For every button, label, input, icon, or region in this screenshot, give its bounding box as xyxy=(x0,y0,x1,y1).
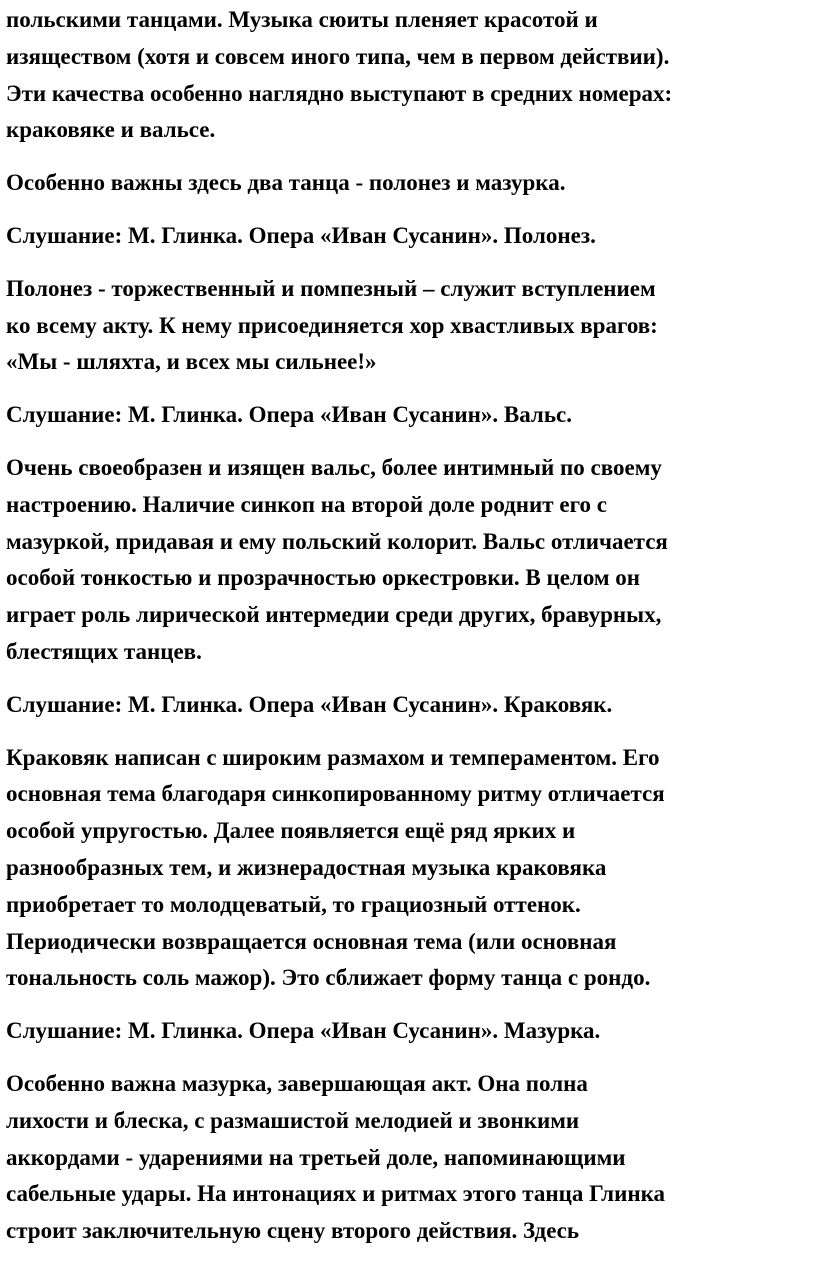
text-line: Особенно важна мазурка, завершающая акт. Она полна xyxy=(6,1070,588,1096)
text-line: тональность соль мажор). Это сближает форму танца с рондо. xyxy=(6,965,651,991)
text-line: Особенно важны здесь два танца - полонез и мазурка. xyxy=(6,170,566,196)
text-line: «Мы - шляхта, и всех мы сильнее!» xyxy=(6,349,377,375)
heading-listening-krakowiak xyxy=(6,687,808,724)
heading-listening-polonaise xyxy=(6,218,808,255)
text-line: аккордами - ударениями на третьей доле, напоминающими xyxy=(6,1144,626,1170)
text-line: Слушание: М. Глинка. Опера «Иван Сусанин». Мазурка. xyxy=(6,1018,601,1044)
text-line: ко всему акту. К нему присоединяется хор хвастливых врагов: xyxy=(6,312,658,338)
text-line: Слушание: М. Глинка. Опера «Иван Сусанин». Вальс. xyxy=(6,402,572,428)
heading-listening-mazurka xyxy=(6,1013,808,1050)
text-line: Слушание: М. Глинка. Опера «Иван Сусанин». Полонез. xyxy=(6,222,596,248)
text-line: краковяке и вальсе. xyxy=(6,117,216,143)
text-line: Периодически возвращается основная тема (или основная xyxy=(6,928,617,954)
text-line: играет роль лирической интермедии среди других, бравурных, xyxy=(6,602,662,628)
text-line: Слушание: М. Глинка. Опера «Иван Сусанин». Краковяк. xyxy=(6,691,613,717)
paragraph-two-dances xyxy=(6,165,808,202)
text-line: Эти качества особенно наглядно выступают в средних номерах: xyxy=(6,80,673,106)
text-line: лихости и блеска, с размашистой мелодией и звонкими xyxy=(6,1107,580,1133)
text-line: приобретает то молодцеватый, то грациозный оттенок. xyxy=(6,891,581,917)
text-line: сабельные удары. На интонациях и ритмах этого танца Глинка xyxy=(6,1181,665,1207)
paragraph-krakowiak xyxy=(6,740,808,998)
paragraph-waltz xyxy=(6,450,808,671)
text-line: основная тема благодаря синкопированному ритму отличается xyxy=(6,781,665,807)
text-line: настроению. Наличие синкоп на второй доле роднит его с xyxy=(6,491,607,517)
text-line: особой тонкостью и прозрачностью оркестровки. В целом он xyxy=(6,565,641,591)
paragraph-polonaise xyxy=(6,271,808,381)
text-line: изяществом (хотя и совсем иного типа, чем в первом действии). xyxy=(6,43,670,69)
heading-listening-waltz xyxy=(6,397,808,434)
text-line: строит заключительную сцену второго действия. Здесь xyxy=(6,1218,580,1244)
paragraph-mazurka xyxy=(6,1066,808,1250)
text-line: Полонез - торжественный и помпезный – служит вступлением xyxy=(6,275,656,301)
text-line: мазуркой, придавая и ему польский колорит. Вальс отличается xyxy=(6,528,668,554)
text-line: Краковяк написан с широким размахом и темпераментом. Его xyxy=(6,744,660,770)
text-line: блестящих танцев. xyxy=(6,638,202,664)
paragraph-intro xyxy=(6,2,808,149)
text-line: разнообразных тем, и жизнерадостная музыка краковяка xyxy=(6,854,607,880)
text-line: особой упругостью. Далее появляется ещё ряд ярких и xyxy=(6,818,576,844)
text-line: Очень своеобразен и изящен вальс, более интимный по своему xyxy=(6,454,662,480)
text-line: польскими танцами. Музыка сюиты пленяет красотой и xyxy=(6,7,598,32)
